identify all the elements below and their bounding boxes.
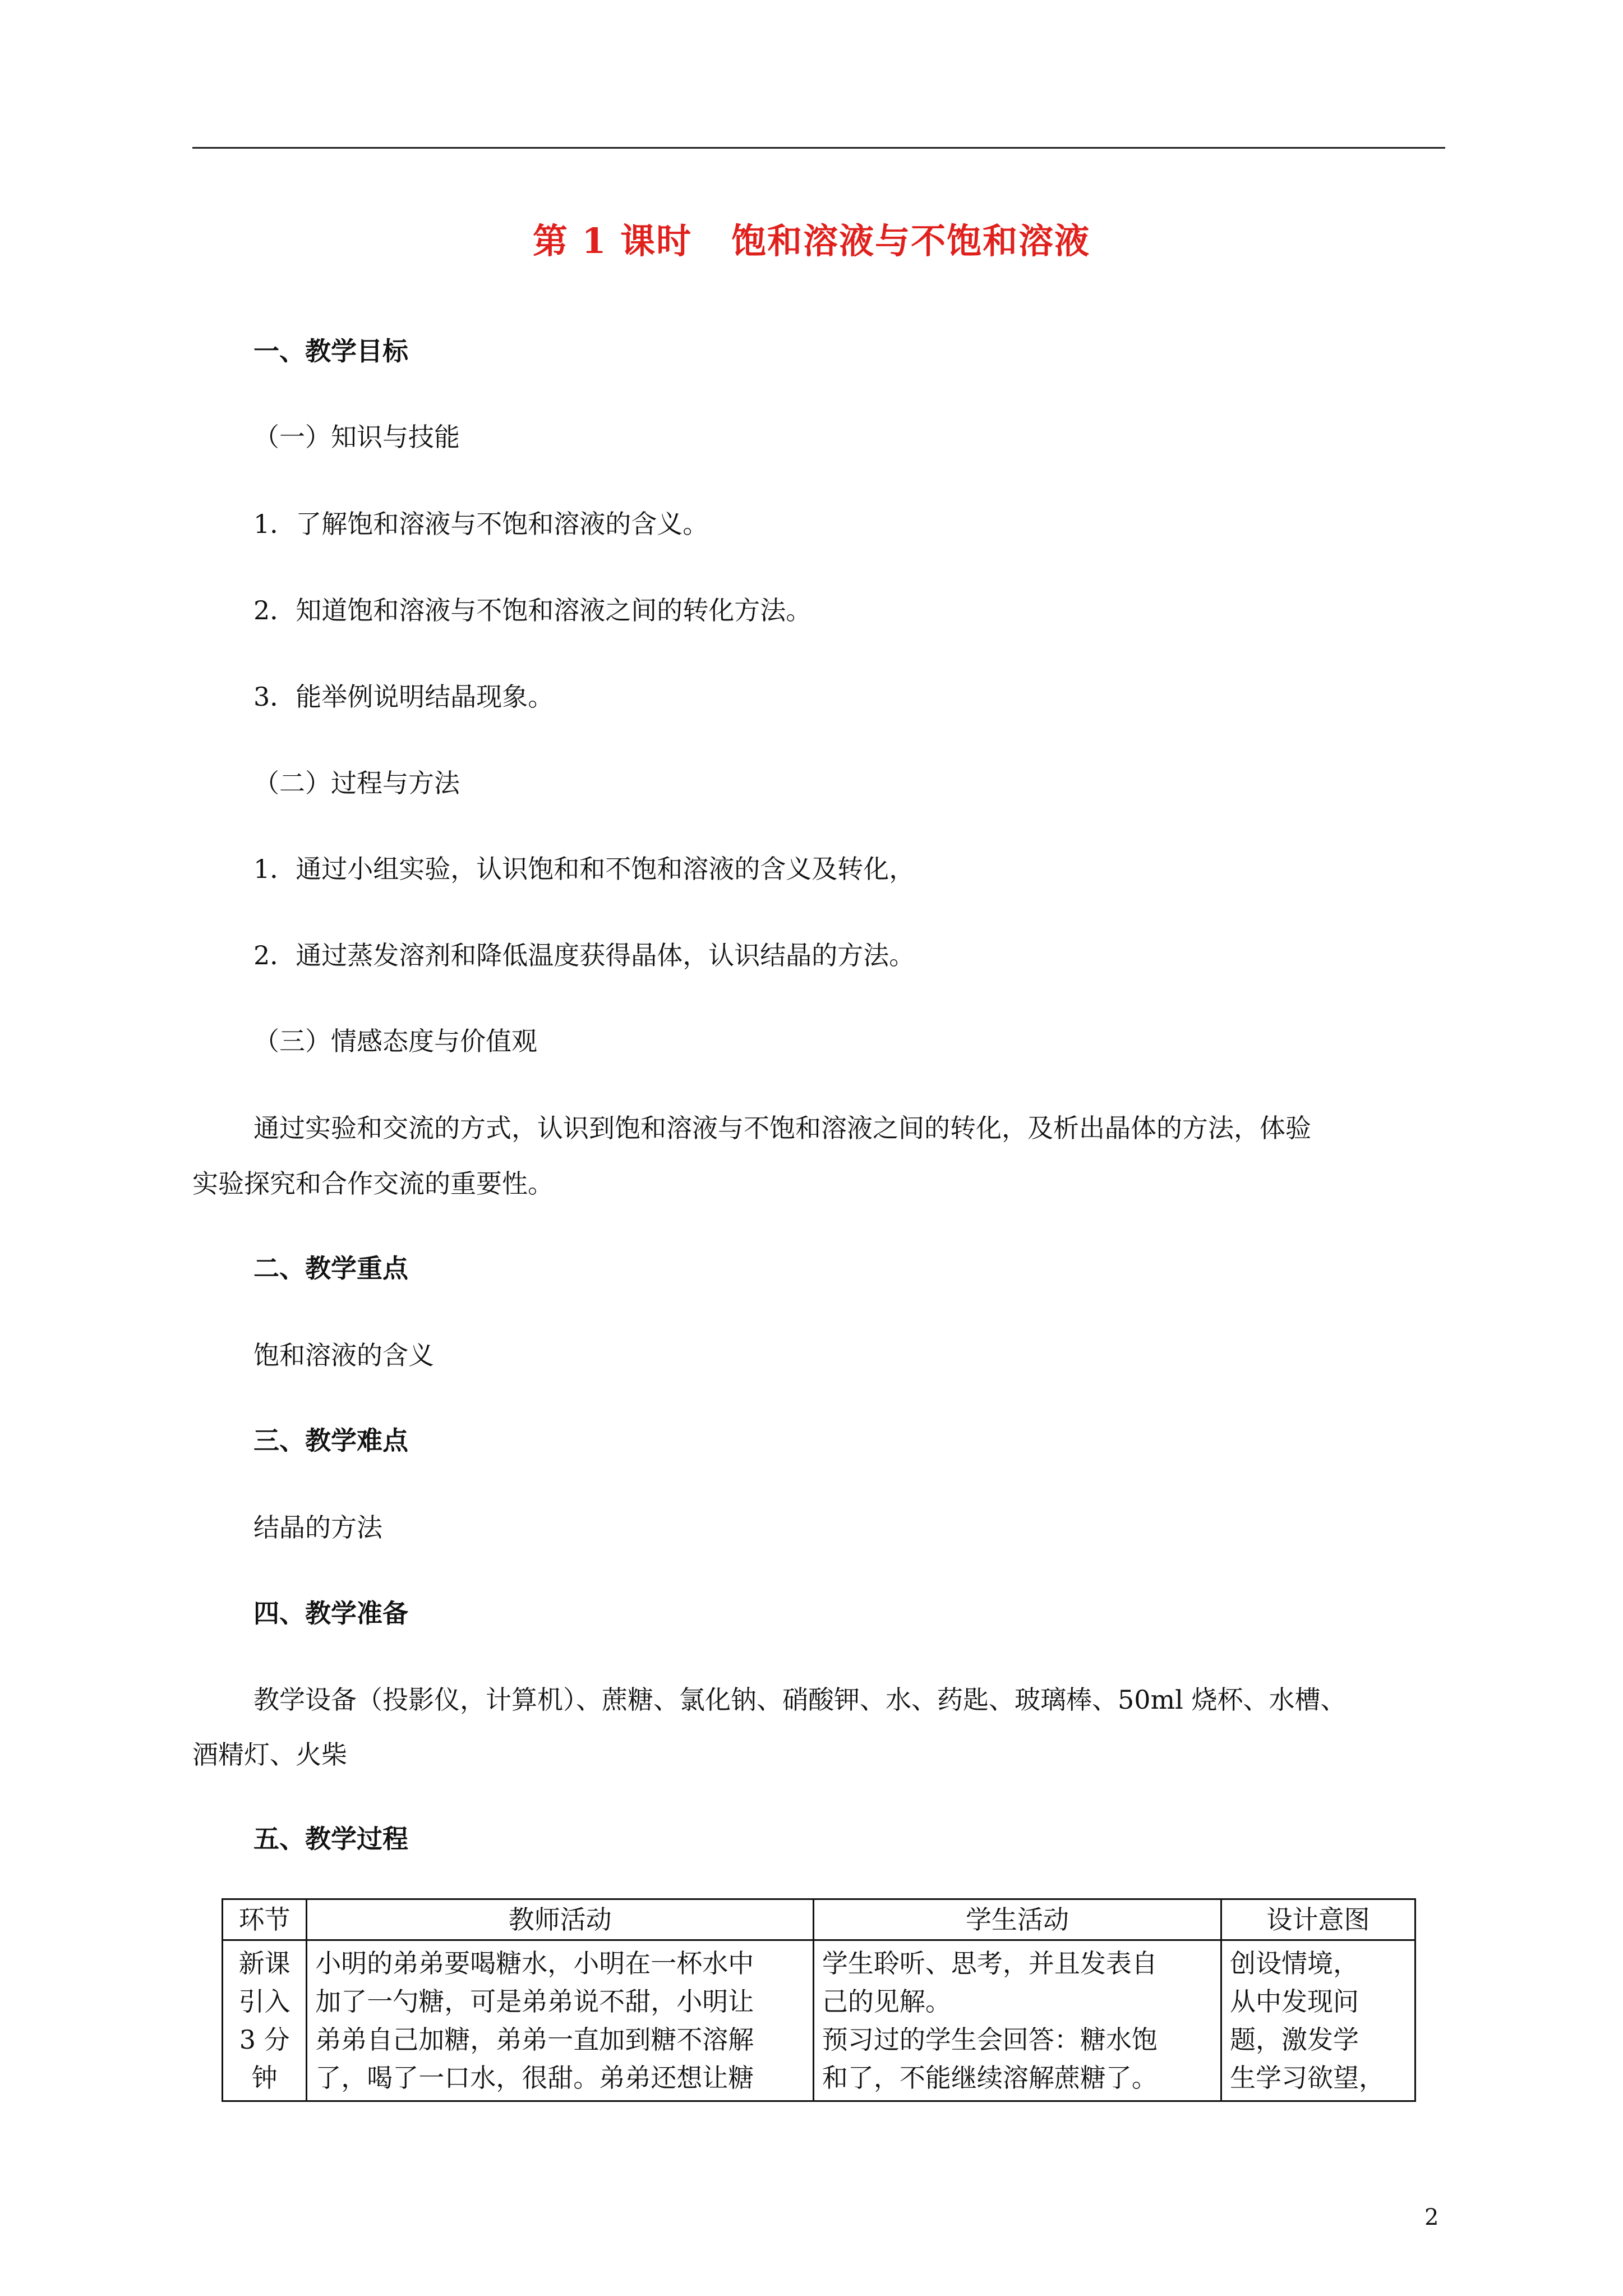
objective-item: 2．知道饱和溶液与不饱和溶液之间的转化方法。: [253, 595, 812, 625]
subheading-knowledge: （一）知识与技能: [253, 422, 460, 452]
preparation-line: 教学设备（投影仪，计算机）、蔗糖、氯化钠、硝酸钾、水、药匙、玻璃棒、50ml 烧杯、水槽、: [253, 1685, 1347, 1715]
section-heading-difficulty: 三、教学难点: [253, 1425, 408, 1456]
teacher-activity-cell: [307, 1940, 814, 2101]
section-heading-objectives: 一、教学目标: [253, 336, 408, 366]
difficulty-text: 结晶的方法: [253, 1512, 382, 1543]
page-title: [0, 213, 1623, 263]
cell-line: 从中发现问: [1230, 1986, 1359, 2017]
table-header-cell: 环节: [223, 1899, 307, 1940]
cell-line: 生学习欲望，: [1230, 2063, 1385, 2093]
cell-line: 弟弟自己加糖，弟弟一直加到糖不溶解: [315, 2024, 754, 2055]
cell-line: 加了一勺糖，可是弟弟说不甜，小明让: [315, 1986, 754, 2017]
cell-line: 3 分: [239, 2024, 290, 2055]
section-heading-process: 五、教学过程: [253, 1824, 408, 1854]
page-number: 2: [1424, 2205, 1439, 2230]
key-point-text: 饱和溶液的含义: [253, 1340, 434, 1370]
teaching-process-table: [222, 1898, 1416, 2102]
subheading-attitude: （三）情感态度与价值观: [253, 1026, 537, 1056]
cell-line: 预习过的学生会回答：糖水饱: [822, 2024, 1158, 2055]
paragraph-line: 实验探究和合作交流的重要性。: [192, 1168, 554, 1199]
title-lesson: 第 1 课时: [532, 220, 693, 261]
paragraph-line: 通过实验和交流的方式，认识到饱和溶液与不饱和溶液之间的转化，及析出晶体的方法，体验: [253, 1113, 1311, 1143]
subheading-process: （二）过程与方法: [253, 768, 460, 798]
cell-line: 小明的弟弟要喝糖水，小明在一杯水中: [315, 1948, 754, 1978]
cell-line: 题，激发学: [1230, 2024, 1359, 2055]
cell-line: 引入: [238, 1986, 291, 2017]
cell-line: 学生聆听、思考，并且发表自: [822, 1948, 1158, 1978]
design-intent-cell: [1221, 1940, 1415, 2101]
header-rule: [192, 147, 1445, 149]
objective-item: 1．了解饱和溶液与不饱和溶液的含义。: [253, 509, 709, 539]
table-row: [223, 1940, 1415, 2101]
cell-line: 己的见解。: [822, 1986, 951, 2017]
table-header-row: [223, 1899, 1415, 1940]
title-topic: 饱和溶液与不饱和溶液: [731, 220, 1091, 261]
objective-item: 3．能举例说明结晶现象。: [253, 682, 554, 712]
student-activity-cell: [813, 1940, 1221, 2101]
cell-line: 钟: [251, 2063, 278, 2093]
objective-item: 1．通过小组实验，认识饱和和不饱和溶液的含义及转化，: [253, 854, 915, 884]
section-heading-key-point: 二、教学重点: [253, 1253, 408, 1283]
table-header-cell: 学生活动: [813, 1899, 1221, 1940]
table-header-cell: 设计意图: [1221, 1899, 1415, 1940]
preparation-line: 酒精灯、火柴: [192, 1740, 347, 1770]
cell-line: 了，喝了一口水，很甜。弟弟还想让糖: [315, 2063, 754, 2093]
cell-line: 和了，不能继续溶解蔗糖了。: [822, 2063, 1158, 2093]
objective-item: 2．通过蒸发溶剂和降低温度获得晶体，认识结晶的方法。: [253, 940, 915, 970]
section-heading-preparation: 四、教学准备: [253, 1598, 408, 1628]
stage-cell: [223, 1940, 307, 2101]
cell-line: 创设情境，: [1230, 1948, 1359, 1978]
cell-line: 新课: [238, 1948, 291, 1978]
table-header-cell: 教师活动: [307, 1899, 814, 1940]
